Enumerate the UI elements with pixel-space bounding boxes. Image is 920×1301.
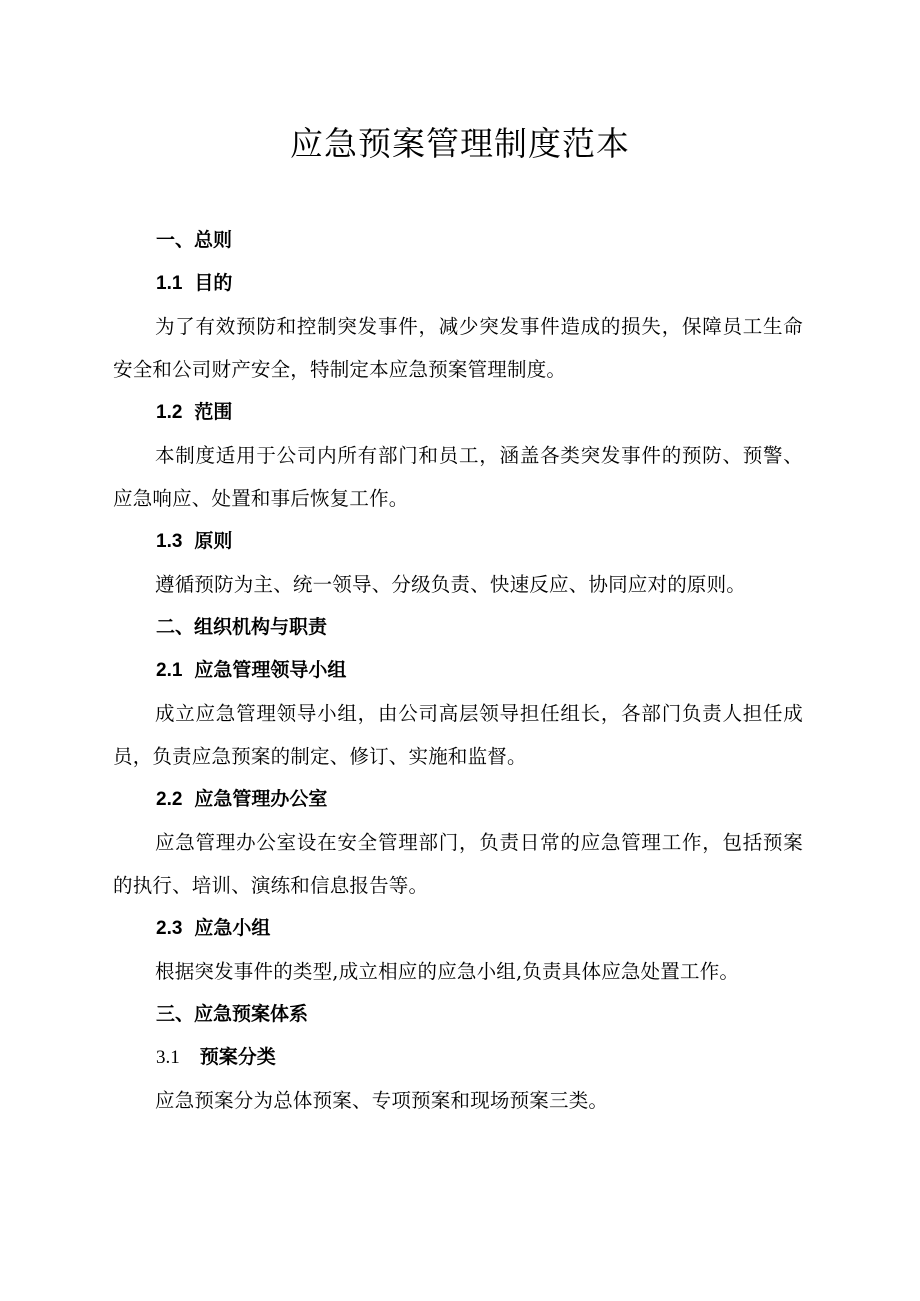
section-heading-general: 一、总则: [156, 229, 233, 251]
subsection-label: 应急小组: [194, 917, 271, 939]
subsection-label: 目的: [194, 272, 233, 294]
document-body: [113, 219, 803, 1122]
paragraph-purpose: 为了有效预防和控制突发事件，减少突发事件造成的损失，保障员工生命安全和公司财产安全，特制定本应急预案管理制度。: [113, 315, 803, 381]
subsection-label: 范围: [194, 401, 233, 423]
subsection-number: 3.1: [156, 1047, 180, 1068]
subsection-number: 2.2: [156, 789, 183, 810]
subsection-label: 应急管理办公室: [194, 788, 328, 810]
subsection-heading-purpose: [113, 262, 803, 305]
paragraph-scope: 本制度适用于公司内所有部门和员工，涵盖各类突发事件的预防、预警、应急响应、处置和事后恢复工作。: [113, 444, 803, 510]
paragraph-leadership-group: 成立应急管理领导小组，由公司高层领导担任组长，各部门负责人担任成员，负责应急预案的制定、修订、实施和监督。: [113, 702, 803, 768]
subsection-heading-scope: [113, 391, 803, 434]
subsection-heading-response-team: [113, 907, 803, 950]
subsection-heading-leadership-group: [113, 649, 803, 692]
paragraph-principles: 遵循预防为主、统一领导、分级负责、快速反应、协同应对的原则。: [155, 573, 747, 596]
subsection-number: 1.1: [156, 273, 183, 294]
subsection-label: 应急管理领导小组: [194, 659, 347, 681]
subsection-label: 原则: [194, 530, 233, 552]
document-title: 应急预案管理制度范本: [290, 124, 630, 163]
section-heading-organization: 二、组织机构与职责: [156, 616, 328, 638]
subsection-number: 2.1: [156, 660, 183, 681]
paragraph-office: 应急管理办公室设在安全管理部门，负责日常的应急管理工作，包括预案的执行、培训、演练和信息报告等。: [113, 831, 803, 897]
subsection-heading-principles: [113, 520, 803, 563]
subsection-number: 2.3: [156, 918, 183, 939]
subsection-heading-plan-categories: [113, 1036, 803, 1079]
subsection-heading-office: [113, 778, 803, 821]
subsection-label: 预案分类: [199, 1046, 276, 1068]
subsection-number: 1.2: [156, 402, 183, 423]
section-heading-plan-system: 三、应急预案体系: [156, 1003, 309, 1025]
subsection-number: 1.3: [156, 531, 183, 552]
paragraph-response-team: 根据突发事件的类型,成立相应的应急小组,负责具体应急处置工作。: [155, 960, 740, 983]
paragraph-plan-categories: 应急预案分为总体预案、专项预案和现场预案三类。: [155, 1089, 609, 1112]
